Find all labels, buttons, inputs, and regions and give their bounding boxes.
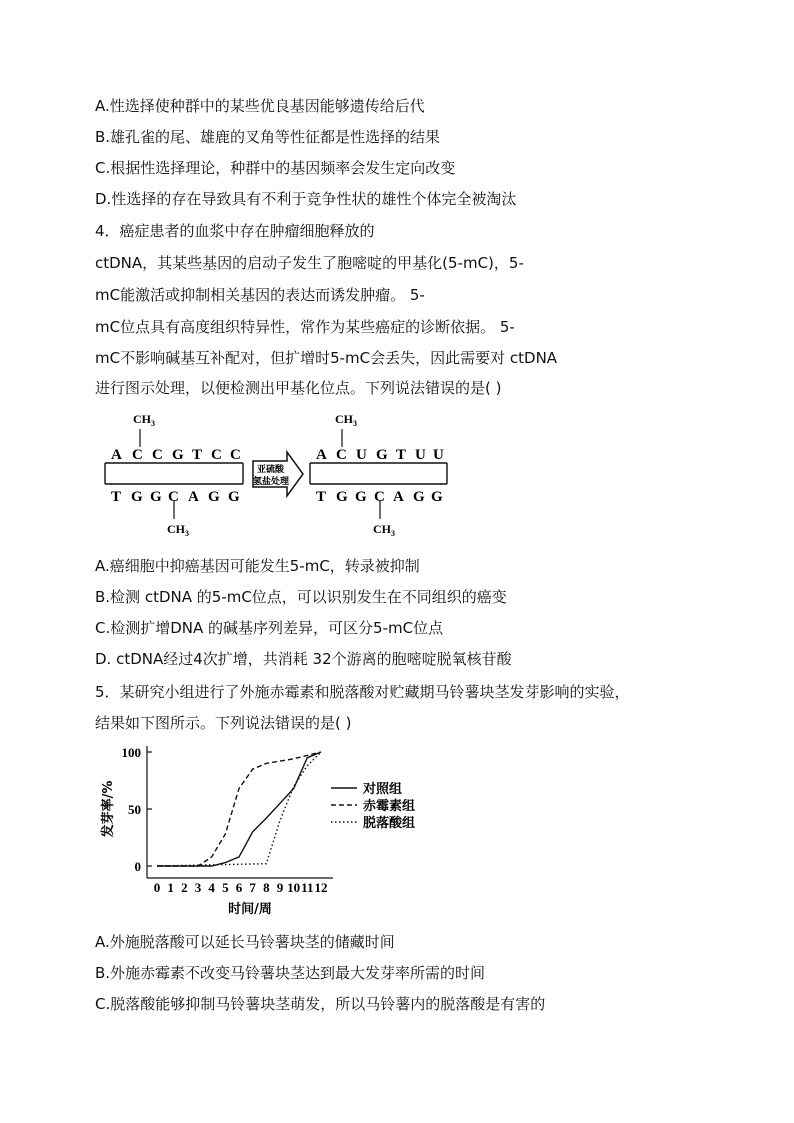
- germination-chart: [95, 738, 435, 920]
- q5-option-b: B.外施赤霉素不改变马铃薯块茎达到最大发芽率所需的时间: [95, 964, 486, 982]
- base-letter: G: [376, 447, 388, 463]
- q3-option-d: D.性选择的存在导致具有不利于竞争性状的雄性个体完全被淘汰: [95, 190, 517, 208]
- x-tick-label: 2: [181, 880, 188, 895]
- legend-label: 脱落酸组: [363, 816, 416, 831]
- q5-stem-line: 结果如下图所示。下列说法错误的是( ): [95, 714, 352, 732]
- x-tick-label: 10: [287, 880, 301, 895]
- x-tick-label: 8: [263, 880, 270, 895]
- base-letter: A: [393, 489, 404, 505]
- methyl-label: $CH_3$: [335, 412, 357, 428]
- base-letter: G: [131, 489, 143, 505]
- q5-stem-line: 5．某研究小组进行了外施赤霉素和脱落酸对贮藏期马铃薯块茎发芽影响的实验，: [95, 683, 630, 701]
- base-letter: G: [355, 489, 367, 505]
- y-axis-label: 发芽率/%: [101, 780, 116, 838]
- base-letter: T: [396, 447, 407, 463]
- q3-option-c: C.根据性选择理论，种群中的基因频率会发生定向改变: [95, 159, 456, 177]
- x-tick-label: 5: [222, 880, 229, 895]
- q4-stem-line: 4．癌症患者的血浆中存在肿瘤细胞释放的: [95, 222, 375, 240]
- q5-option-a: A.外施脱落酸可以延长马铃薯块茎的储藏时间: [95, 933, 395, 951]
- methyl-label: $CH_3$: [167, 522, 189, 538]
- base-letter: G: [413, 489, 425, 505]
- q3-option-b: B.雄孔雀的尾、雄鹿的叉角等性征都是性选择的结果: [95, 128, 441, 146]
- y-tick-label: 0: [134, 859, 141, 874]
- q4-option-d: D. ctDNA经过4次扩增，共消耗 32个游离的胞嘧啶脱氧核苷酸: [95, 650, 512, 668]
- base-letter: U: [415, 447, 426, 463]
- base-letter: G: [228, 489, 240, 505]
- q5-option-c: C.脱落酸能够抑制马铃薯块茎萌发，所以马铃薯内的脱落酸是有害的: [95, 995, 546, 1013]
- series-line-3: [157, 752, 321, 866]
- base-letter: C: [152, 447, 163, 463]
- base-letter: G: [336, 489, 348, 505]
- methyl-label: $CH_3$: [133, 412, 155, 428]
- base-letter: U: [433, 447, 444, 463]
- legend-label: 对照组: [363, 782, 403, 797]
- base-letter: A: [188, 489, 199, 505]
- base-letter: C: [132, 447, 143, 463]
- base-letter: A: [316, 447, 327, 463]
- base-letter: C: [374, 489, 385, 505]
- q4-option-a: A.癌细胞中抑癌基因可能发生5-mC，转录被抑制: [95, 557, 420, 575]
- base-letter: G: [431, 489, 443, 505]
- q4-option-b: B.检测 ctDNA 的5-mC位点，可以识别发生在不同组织的癌变: [95, 588, 507, 606]
- q4-stem-line: mC位点具有高度组织特异性，常作为某些癌症的诊断依据。 5-: [95, 318, 515, 336]
- q4-stem-line: ctDNA，其某些基因的启动子发生了胞嘧啶的甲基化(5-mC)，5-: [95, 254, 524, 272]
- base-letter: T: [316, 489, 327, 505]
- x-tick-label: 1: [167, 880, 174, 895]
- base-letter: C: [230, 447, 241, 463]
- q3-option-a: A.性选择使种群中的某些优良基因能够遗传给后代: [95, 97, 425, 115]
- q4-option-c: C.检测扩增DNA 的碱基序列差异，可区分5-mC位点: [95, 619, 444, 637]
- base-letter: A: [111, 447, 122, 463]
- base-letter: C: [211, 447, 222, 463]
- base-letter: U: [356, 447, 367, 463]
- base-letter: C: [168, 489, 179, 505]
- x-tick-label: 4: [208, 880, 215, 895]
- methyl-label: $CH_3$: [373, 522, 395, 538]
- arrow-label: 氢盐处理: [253, 477, 290, 487]
- x-axis-label: 时间/周: [228, 902, 272, 917]
- base-letter: T: [192, 447, 203, 463]
- x-tick-label: 3: [194, 880, 202, 895]
- x-tick-label: 12: [314, 880, 328, 895]
- dna-bisulfite-diagram: [95, 405, 465, 550]
- y-tick-label: 100: [121, 745, 141, 760]
- q4-stem-line: 进行图示处理，以便检测出甲基化位点。下列说法错误的是( ): [95, 379, 502, 397]
- base-letter: G: [150, 489, 162, 505]
- y-tick-label: 50: [128, 802, 141, 817]
- x-tick-label: 7: [249, 880, 256, 895]
- x-tick-label: 11: [301, 880, 314, 895]
- legend-label: 赤霉素组: [363, 799, 416, 814]
- x-tick-label: 0: [153, 880, 161, 895]
- series-line-1: [157, 752, 321, 866]
- q4-stem-line: mC不影响碱基互补配对，但扩增时5-mC会丢失，因此需要对 ctDNA: [95, 349, 558, 367]
- base-letter: T: [111, 489, 122, 505]
- x-tick-label: 9: [276, 880, 284, 895]
- q4-stem-line: mC能激活或抑制相关基因的表达而诱发肿瘤。 5-: [95, 286, 425, 304]
- x-tick-label: 6: [235, 880, 243, 895]
- base-letter: G: [172, 447, 184, 463]
- series-line-2: [157, 752, 321, 866]
- arrow-label: 亚硫酸: [257, 465, 285, 475]
- base-letter: C: [336, 447, 347, 463]
- base-letter: G: [208, 489, 220, 505]
